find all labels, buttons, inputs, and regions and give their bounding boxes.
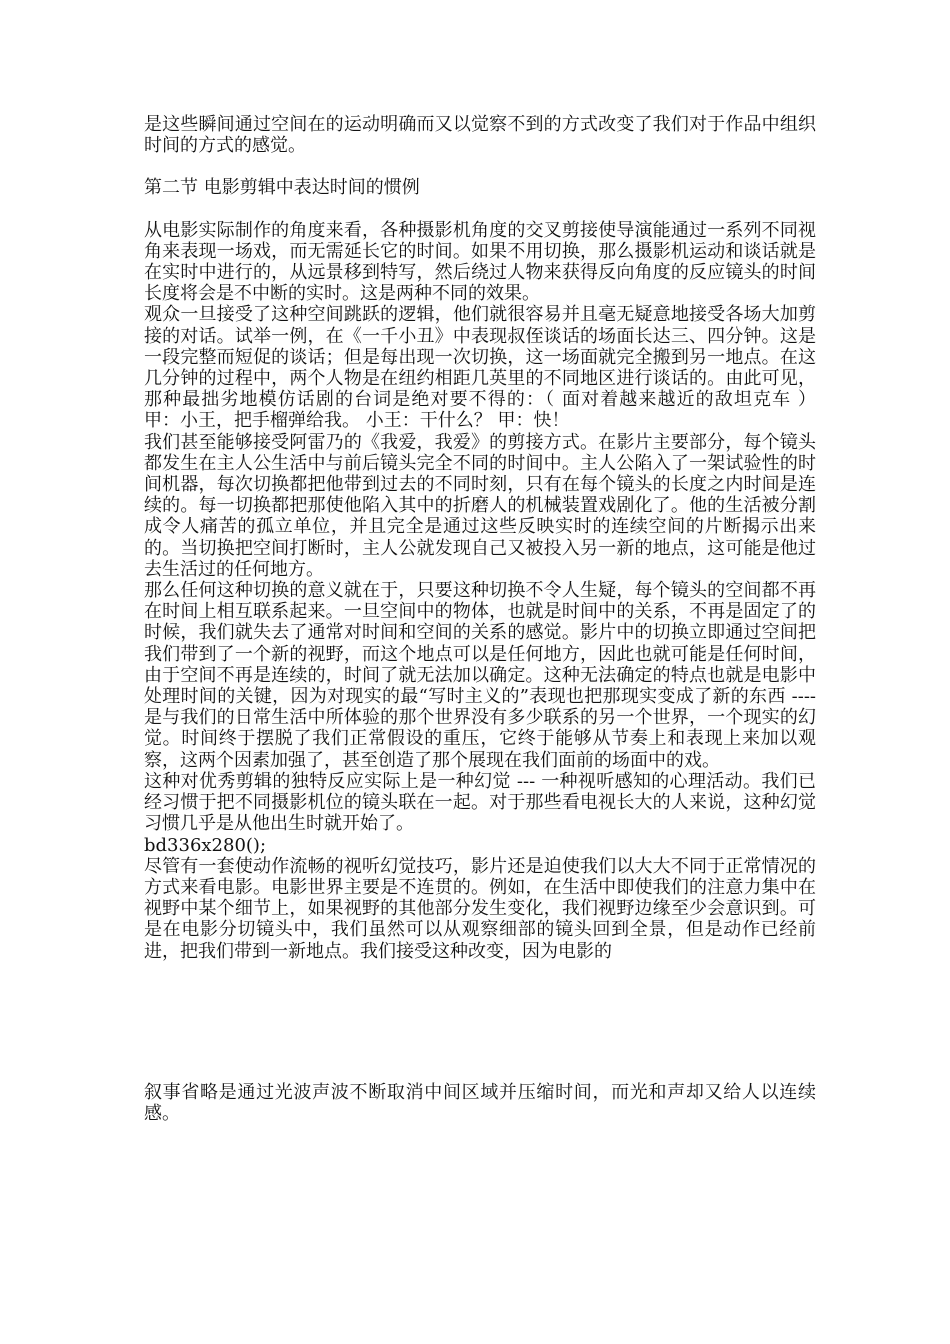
blank-area <box>144 962 816 1082</box>
paragraph-cross-cutting: 从电影实际制作的角度来看，各种摄影机角度的交叉剪接使导演能通过一系列不同视角来表现一场戏，而无需延长它的时间。如果不用切换，那么摄影机运动和谈话就是在实时中进行的，从远景移到特写，然后绕过人物来获得反向角度的反应镜头的时间长度将会是不中断的实时。这是两种不同的效果。 <box>144 219 816 305</box>
paragraph-meaning-of-cut: 那么任何这种切换的意义就在于，只要这种切换不令人生疑，每个镜头的空间都不再在时间上相互联系起来。一旦空间中的物体，也就是时间中的关系，不再是固定了的时候，我们就失去了通常对时间和空间的关系的感觉。影片中的切换立即通过空间把我们带到了一个新的视野，而这个地点可以是任何地方，因此也就可能是任何时间，由于空间不再是连续的，时间了就无法加以确定。这种无法确定的特点也就是电影中处理时间的关键，因为对现实的最“写时主义的”表现也把那现实变成了新的东西 ---- 是与我们的日常生活中所体验的那个世界没有多少联系的另一个世界，一个现实的幻觉。时间终于摆脱了我们正常假设的重压，它终于能够从节奏上和表现上来加以观察，这两个因素加强了，甚至创造了那个展现在我们面前的场面中的戏。 <box>144 580 822 771</box>
ad-script-text: bd336x280(); <box>144 834 267 856</box>
paragraph-intro: 是这些瞬间通过空间在的运动明确而又以觉察不到的方式改变了我们对于作品中组织时间的方式的感觉。 <box>144 114 816 157</box>
section-heading: 第二节 电影剪辑中表达时间的惯例 <box>144 177 420 199</box>
paragraph-spatial-jumps: 观众一旦接受了这种空间跳跃的逻辑，他们就很容易并且毫无疑意地接受各场大加剪接的对话。试举一例，在《一千小丑》中表现叔侄谈话的场面长达三、四分钟。这是一段完整而短促的谈话；但是每出现一次切换，这一场面就完全搬到另一地点。在这几分钟的过程中，两个人物是在纽约相距几英里的不同地区进行谈话的。由此可见，那种最拙劣地模仿话剧的台词是绝对要不得的：（ 面对着越来越近的敌坦克车 ） 甲：小王，把手榴弹给我。 小王：干什么？ 甲：快！ <box>144 304 822 432</box>
paragraph-resnais: 我们甚至能够接受阿雷乃的《我爱，我爱》的剪接方式。在影片主要部分，每个镜头都发生在主人公生活中与前后镜头完全不同的时间中。主人公陷入了一架试验性的时间机器，每次切换都把他带到过去的不同时刻，只有在每个镜头的长度之内时间是连续的。每一切换都把那使他陷入其中的折磨人的机械装置戏剧化了。他的生活被分割成令人痛苦的孤立单位，并且完全是通过这些反映实时的连续空间的片断揭示出来的。当切换把空间打断时，主人公就发现自己又被投入另一新的地点，这可能是他过去生活过的任何地方。 <box>144 431 816 580</box>
paragraph-illusion: 这种对优秀剪辑的独特反应实际上是一种幻觉 --- 一种视听感知的心理活动。我们已经习惯于把不同摄影机位的镜头联在一起。对于那些看电视长大的人来说，这种幻觉习惯几乎是从他出生时就开始了。 <box>144 770 816 835</box>
spacer <box>144 156 816 177</box>
document-page <box>144 114 822 1124</box>
paragraph-ellipsis: 叙事省略是通过光波声波不断取消中间区域并压缩时间，而光和声却又给人以连续感。 <box>144 1081 816 1124</box>
spacer <box>144 199 816 220</box>
paragraph-discontinuity: 尽管有一套使动作流畅的视听幻觉技巧，影片还是迫使我们以大大不同于正常情况的方式来看电影。电影世界主要是不连贯的。例如，在生活中即使我们的注意力集中在视野中某个细节上，如果视野的其他部分发生变化，我们视野边缘至少会意识到。可是在电影分切镜头中，我们虽然可以从观察细部的镜头回到全景，但是动作已经前进，把我们带到一新地点。我们接受这种改变，因为电影的 <box>144 855 816 962</box>
